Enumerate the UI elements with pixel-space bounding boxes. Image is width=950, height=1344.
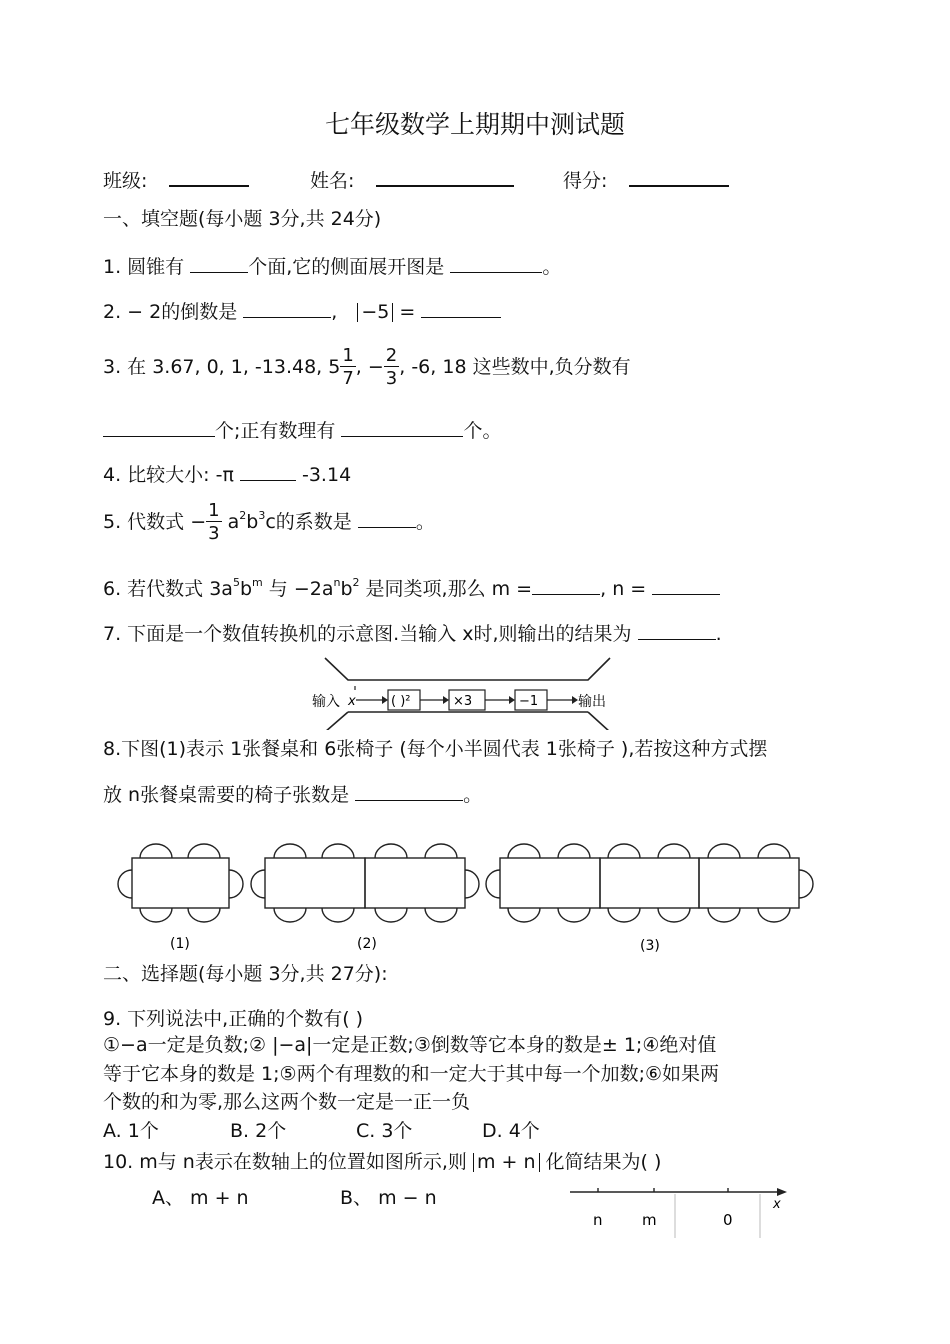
q10-text: 10. m与 n表示在数轴上的位置如图所示,则 [103, 1151, 473, 1173]
q6-n-label: , n = [600, 578, 647, 600]
q3-fraction-1-7 [340, 347, 355, 388]
question-9-line1: ①−a一定是负数;② |−a|一定是正数;③倒数等它本身的数是± 1;④绝对值 [103, 1034, 717, 1056]
question-10 [103, 1153, 661, 1172]
q5-var-a: a [221, 511, 240, 533]
q3-text-post: , -6, 18 这些数中,负分数有 [399, 356, 631, 378]
number-line-m: m [642, 1211, 657, 1229]
question-9-line2: 等于它本身的数是 1;⑤两个有理数的和一定大于其中每一个加数;⑥如果两 [103, 1063, 719, 1085]
machine-box-minus1-label: −1 [519, 694, 539, 709]
q3-f1-denominator: 7 [342, 368, 354, 389]
q9-option-d[interactable]: D. 4个 [482, 1120, 540, 1142]
class-label: 班级: [103, 170, 148, 192]
question-8-line1: 8.下图(1)表示 1张餐桌和 6张椅子 (每个小半圆代表 1张椅子 ),若按这种方式摆 [103, 738, 768, 760]
class-blank[interactable] [169, 167, 249, 187]
q4-text: 4. 比较大小: -π [103, 464, 240, 486]
q2-absolute-value: −5 [357, 303, 393, 322]
q5-text: 5. 代数式 − [103, 511, 207, 533]
q10-option-b[interactable]: B、 m − n [340, 1187, 437, 1209]
machine-x: x [348, 694, 356, 709]
q3-f2-numerator: 2 [385, 345, 398, 366]
q5-text-c: c的系数是 [265, 511, 358, 533]
question-8-line2 [103, 782, 482, 805]
name-blank[interactable] [376, 167, 514, 187]
class-field [103, 167, 249, 191]
q6-blank-n[interactable] [652, 576, 720, 595]
score-blank[interactable] [629, 167, 729, 187]
q3-blank-positive[interactable] [341, 418, 463, 437]
table-figure-2 [251, 844, 479, 922]
q9-option-a[interactable]: A. 1个 [103, 1120, 159, 1142]
question-9-stem: 9. 下列说法中,正确的个数有( ) [103, 1008, 364, 1030]
question-3 [103, 347, 631, 388]
machine-input-label: 输入 [312, 694, 340, 710]
name-field [310, 167, 514, 191]
q4-blank-compare[interactable] [240, 462, 296, 481]
q6-exp-3: n [333, 575, 341, 589]
q3-fraction-2-3 [384, 347, 399, 388]
q2-blank-abs[interactable] [421, 299, 501, 318]
q1-blank-faces[interactable] [190, 254, 248, 273]
question-6 [103, 576, 720, 599]
q5-blank-coefficient[interactable] [358, 509, 416, 528]
q1-end: 。 [542, 256, 562, 278]
q6-text-mid: 是同类项,那么 m = [359, 578, 533, 600]
question-3-line2 [103, 418, 501, 441]
name-label: 姓名: [310, 170, 355, 192]
q7-blank-output[interactable] [638, 621, 716, 640]
machine-output-label: 输出 [578, 694, 606, 710]
q6-exp-4: 2 [352, 575, 360, 589]
table-chairs-figure [110, 830, 830, 958]
conversion-machine-diagram [310, 650, 620, 730]
section-multiple-choice: 二、选择题(每小题 3分,共 27分): [103, 963, 388, 985]
q10-option-a[interactable]: A、 m + n [152, 1187, 249, 1209]
machine-box-times3-label: ×3 [453, 694, 473, 709]
q2-text: 2. − 2的倒数是 [103, 301, 244, 323]
q5-var-b: b [246, 511, 259, 533]
q8-text: 放 n张餐桌需要的椅子张数是 [103, 784, 356, 806]
page-title: 七年级数学上期期中测试题 [324, 110, 625, 139]
table-figure-3 [486, 844, 813, 922]
q6-var-b2: b [340, 578, 353, 600]
q9-option-b[interactable]: B. 2个 [230, 1120, 287, 1142]
q9-option-c[interactable]: C. 3个 [356, 1120, 413, 1142]
q7-end: . [715, 623, 722, 645]
q5-fraction-1-3 [206, 502, 221, 543]
q10-absolute-value: m + n [473, 1153, 540, 1172]
q6-blank-m[interactable] [532, 576, 600, 595]
q5-exp-b: 3 [258, 508, 266, 522]
q3-blank-negative-fractions[interactable] [103, 418, 215, 437]
question-2 [103, 299, 501, 322]
q2-blank-reciprocal[interactable] [243, 299, 331, 318]
number-line-n: n [593, 1211, 603, 1229]
q3-text: 3. 在 3.67, 0, 1, -13.48, 5 [103, 356, 341, 378]
q5-exp-a: 2 [239, 508, 247, 522]
figure-label-1: (1) [170, 936, 190, 952]
figure-label-3: (3) [640, 938, 660, 954]
q1-text: 1. 圆锥有 [103, 256, 191, 278]
number-line-x-label: x [773, 1197, 781, 1212]
q3-line2-text: 个;正有数理有 [215, 420, 342, 442]
table-figure-1 [118, 844, 243, 922]
q6-exp-1: 5 [232, 575, 240, 589]
q2-equals: = [393, 301, 416, 323]
question-1 [103, 254, 561, 277]
q6-text: 6. 若代数式 3a [103, 578, 233, 600]
q5-end: 。 [415, 511, 435, 533]
q5-denominator: 3 [208, 523, 220, 544]
q3-sep: , − [355, 356, 384, 378]
q6-with: 与 −2a [262, 578, 334, 600]
q10-text-post: 化简结果为( ) [539, 1151, 662, 1173]
q6-exp-2: m [252, 575, 263, 589]
q7-text: 7. 下面是一个数值转换机的示意图.当输入 x时,则输出的结果为 [103, 623, 638, 645]
q6-var-b1: b [239, 578, 253, 600]
question-5 [103, 502, 435, 543]
q8-blank-chairs[interactable] [355, 782, 463, 801]
section-fill-in: 一、填空题(每小题 3分,共 24分) [103, 208, 382, 230]
question-4 [103, 462, 351, 485]
q2-comma: , [331, 301, 338, 323]
q3-line2-end: 个。 [463, 420, 502, 442]
number-line-zero: 0 [723, 1211, 733, 1229]
figure-label-2: (2) [357, 936, 377, 952]
q1-text-mid: 个面,它的侧面展开图是 [248, 256, 451, 278]
q3-f1-numerator: 1 [342, 345, 354, 366]
q5-numerator: 1 [208, 500, 220, 521]
score-label: 得分: [563, 170, 608, 192]
number-line [565, 1180, 795, 1240]
q8-end: 。 [463, 784, 483, 806]
q1-blank-net[interactable] [450, 254, 542, 273]
score-field [563, 167, 729, 191]
q4-text-post: -3.14 [295, 464, 352, 486]
q3-f2-denominator: 3 [385, 368, 398, 389]
machine-box-square-label: ( )² [391, 694, 411, 709]
question-9-line3: 个数的和为零,那么这两个数一定是一正一负 [103, 1091, 471, 1113]
question-7 [103, 621, 722, 644]
number-line-arrow [777, 1188, 787, 1196]
